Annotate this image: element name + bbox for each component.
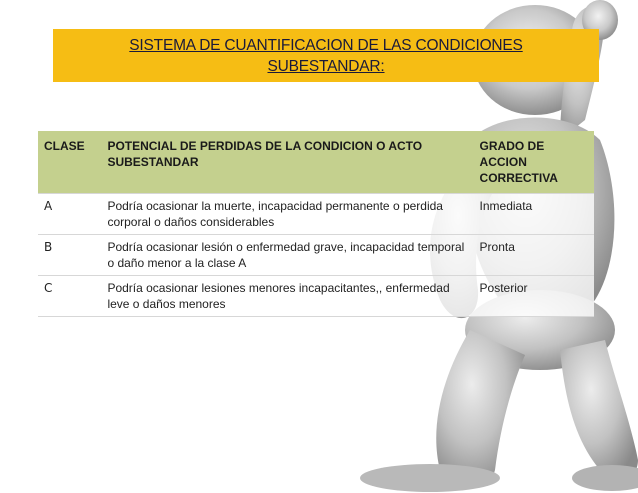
table-row [38, 276, 594, 317]
header-potencial: POTENCIAL DE PERDIDAS DE LA CONDICION O ACTO SUBESTANDAR [107, 139, 423, 169]
cell-grado: Posterior [474, 276, 594, 317]
title-line-1: SISTEMA DE CUANTIFICACION DE LAS CONDICIONES [129, 36, 523, 54]
header-clase: CLASE [44, 139, 85, 153]
table-row [38, 194, 594, 235]
slide-title [53, 29, 599, 82]
header-grado: GRADO DE ACCION CORRECTIVA [479, 139, 558, 185]
cell-potencial: Podría ocasionar lesiones menores incapacitantes,, enfermedad leve o daños menores [101, 276, 473, 317]
cell-potencial: Podría ocasionar la muerte, incapacidad permanente o perdida corporal o daños considerables [101, 194, 473, 235]
cell-grado: Inmediata [474, 194, 594, 235]
table-row [38, 235, 594, 276]
cell-clase: A [38, 194, 101, 235]
cell-clase: C [38, 276, 101, 317]
cell-clase: B [38, 235, 101, 276]
cell-grado: Pronta [474, 235, 594, 276]
cell-potencial: Podría ocasionar lesión o enfermedad grave, incapacidad temporal o daño menor a la clase A [101, 235, 473, 276]
quantification-table [38, 131, 594, 317]
title-line-2: SUBESTANDAR: [267, 57, 385, 75]
table-header-row [38, 131, 594, 194]
